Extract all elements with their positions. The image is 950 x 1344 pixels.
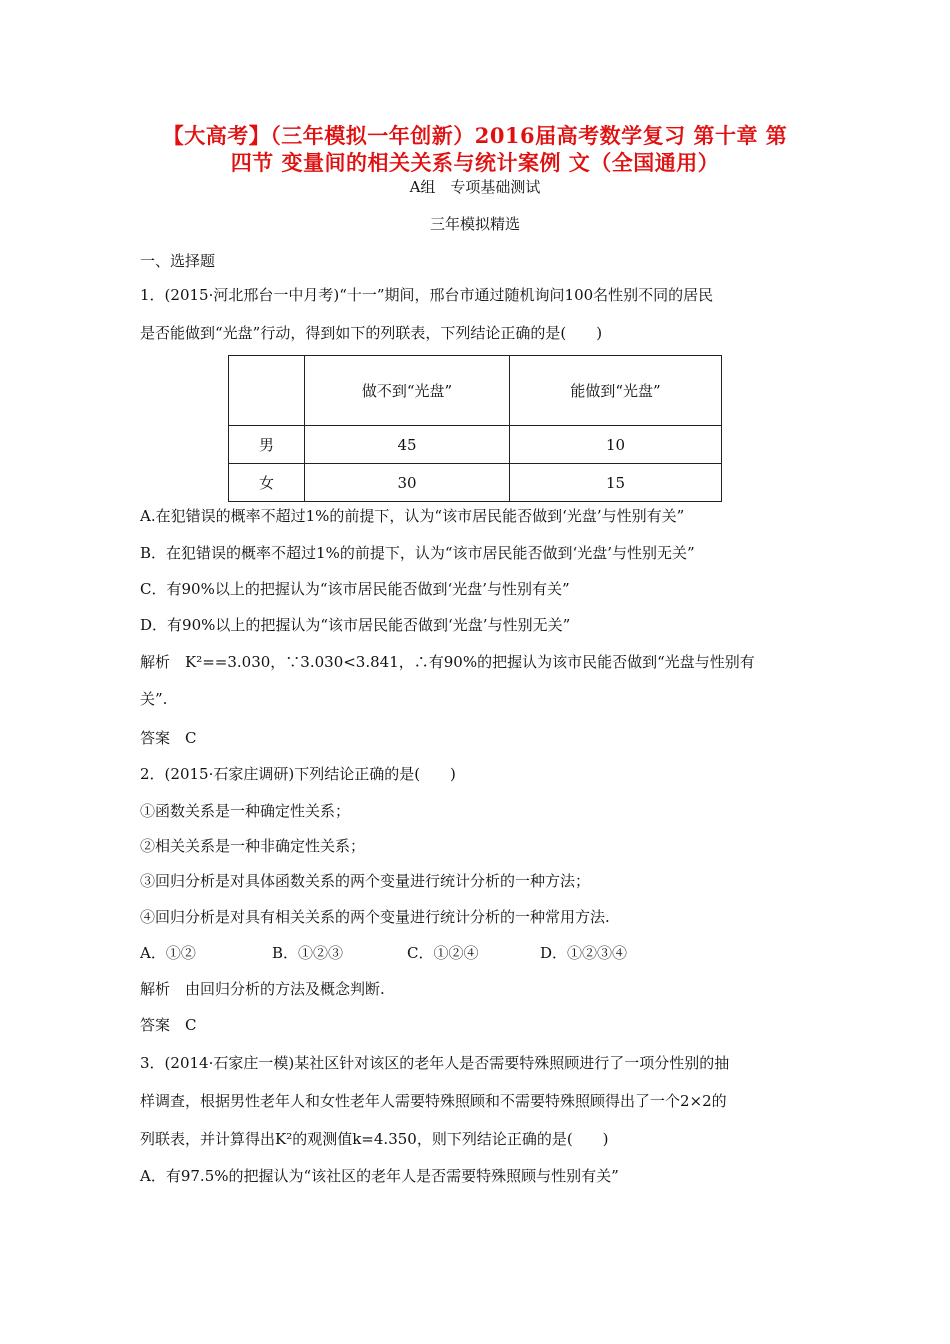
q2-option-a: A．①② [140,944,196,962]
q3-option-a: A．有97.5%的把握认为“该社区的老年人是否需要特殊照顾与性别有关” [140,1167,619,1185]
q1-option-c: C．有90%以上的把握认为“该市居民能否做到‘光盘’与性别有关” [140,580,570,598]
q1-analysis-line-1: 解析 K²==3.030，∵3.030<3.841，∴有90%的把握认为该市民能否做到“光盘与性别有 [140,653,755,671]
table-header-cell: 能做到“光盘” [510,356,722,426]
q2-item-4: ④回归分析是对具有相关关系的两个变量进行统计分析的一种常用方法. [140,908,610,926]
q3-stem-line-1: 3．(2014·石家庄一模)某社区针对该区的老年人是否需要特殊照顾进行了一项分性别的抽 [140,1054,730,1072]
table-row-label: 男 [229,426,305,464]
q1-stem-line-1: 1．(2015·河北邢台一中月考)“十一”期间，邢台市通过随机询问100名性别不同的居民 [140,286,714,304]
q2-analysis: 解析 由回归分析的方法及概念判断. [140,980,385,998]
table-cell: 15 [510,464,722,502]
section-heading: 一、选择题 [140,252,216,270]
group-heading: A组 专项基础测试 [409,178,541,196]
q1-option-d: D．有90%以上的把握认为“该市居民能否做到‘光盘’与性别无关” [140,616,571,634]
q1-option-b: B．在犯错误的概率不超过1%的前提下，认为“该市居民能否做到‘光盘’与性别无关” [140,544,695,562]
q2-option-c: C．①②④ [407,944,479,962]
contingency-table [228,355,722,502]
title-line-2: 四节 变量间的相关关系与统计案例 文（全国通用） [230,150,720,175]
table-header-cell [229,356,305,426]
table-row [229,426,722,464]
table-cell: 30 [305,464,510,502]
table-row-label: 女 [229,464,305,502]
table-header-cell: 做不到“光盘” [305,356,510,426]
q1-analysis-line-2: 关”. [140,690,168,708]
q2-options [140,942,820,963]
q2-stem: 2．(2015·石家庄调研)下列结论正确的是( ) [140,765,456,783]
q2-option-d: D．①②③④ [540,944,628,962]
q2-option-b: B．①②③ [272,944,344,962]
q1-stem-line-2: 是否能做到“光盘”行动，得到如下的列联表，下列结论正确的是( ) [140,324,603,342]
subtitle: 三年模拟精选 [429,215,520,233]
q3-stem-line-2: 样调查，根据男性老年人和女性老年人需要特殊照顾和不需要特殊照顾得出了一个2×2的 [140,1092,727,1110]
q2-item-1: ①函数关系是一种确定性关系； [140,802,351,820]
q1-option-a: A.在犯错误的概率不超过1%的前提下，认为“该市居民能否做到‘光盘’与性别有关” [140,507,685,525]
q3-stem-line-3: 列联表，并计算得出K²的观测值k=4.350，则下列结论正确的是( ) [140,1130,609,1148]
table-cell: 10 [510,426,722,464]
table-header-row [229,356,722,426]
document-title [140,122,810,176]
q2-item-3: ③回归分析是对具体函数关系的两个变量进行统计分析的一种方法； [140,872,591,890]
q1-answer: 答案 C [140,729,197,747]
table-cell: 45 [305,426,510,464]
q2-answer: 答案 C [140,1016,197,1034]
table-row [229,464,722,502]
title-line-1: 【大高考】（三年模拟一年创新）2016届高考数学复习 第十章 第 [162,123,788,148]
q2-item-2: ②相关关系是一种非确定性关系； [140,837,366,855]
